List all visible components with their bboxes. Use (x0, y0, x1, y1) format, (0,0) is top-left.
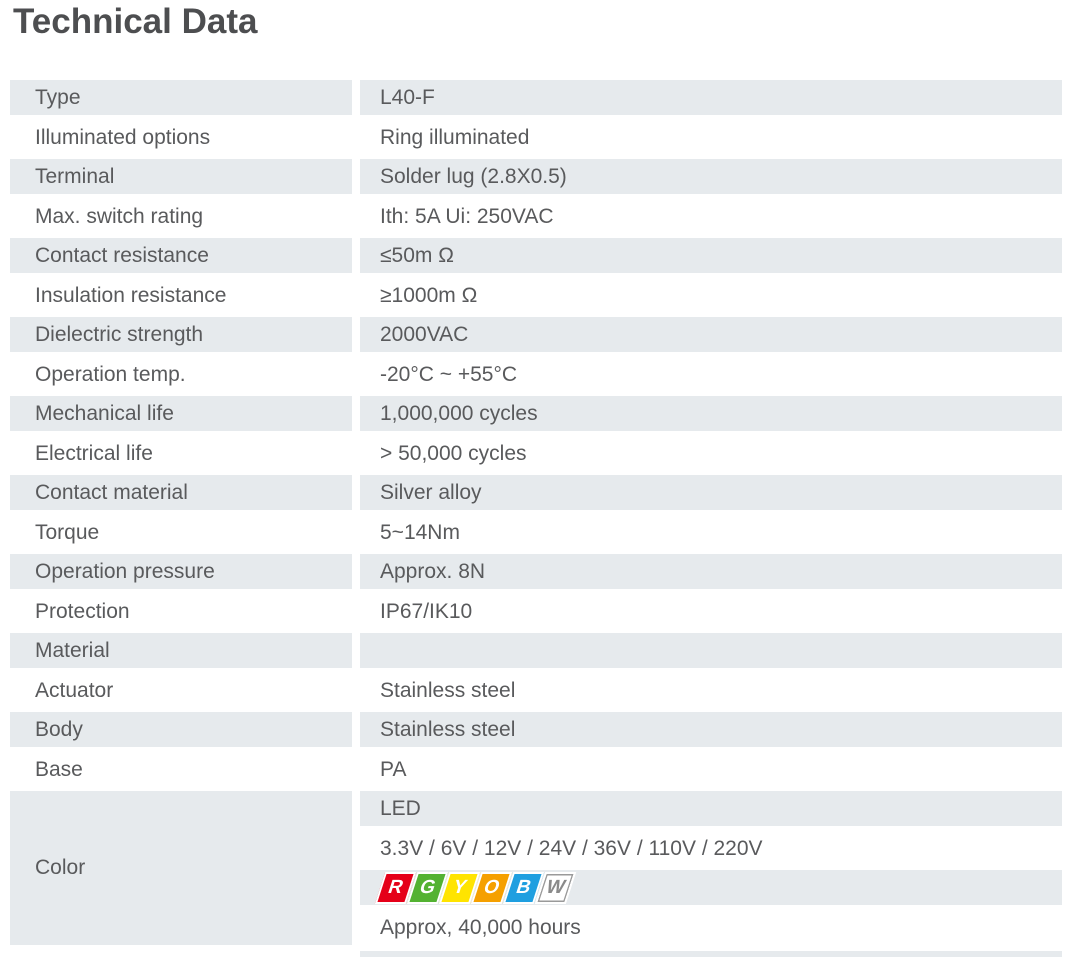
spec-label-cell: Electrical life (10, 436, 352, 471)
spec-row (10, 238, 1062, 273)
spec-label-color: Color (10, 791, 352, 945)
spec-value-led-type: LED (360, 791, 1062, 826)
spec-label-cell: Operation pressure (10, 554, 352, 589)
spec-row (10, 396, 1062, 431)
spec-row (10, 752, 1062, 787)
led-color-badge-red: R (375, 872, 416, 904)
led-color-badge-yellow: Y (439, 872, 480, 904)
spec-label-cell: Contact resistance (10, 238, 352, 273)
spec-label-cell: Protection (10, 594, 352, 629)
spec-value-cell: Approx. 8N (360, 554, 1062, 589)
spec-value-cell: IP67/IK10 (360, 594, 1062, 629)
spec-label-cell: Contact material (10, 475, 352, 510)
spec-row (10, 515, 1062, 550)
led-color-badges (360, 870, 1062, 905)
spec-value-cell: Ring illuminated (360, 120, 1062, 155)
spec-row (10, 436, 1062, 471)
spec-row (10, 475, 1062, 510)
spec-value-cell: 5~14Nm (360, 515, 1062, 550)
spec-row (10, 554, 1062, 589)
spec-row (10, 80, 1062, 115)
cropped-next-row-sliver (360, 951, 1062, 957)
spec-row (10, 633, 1062, 668)
spec-row (10, 357, 1062, 392)
spec-label-cell: Illuminated options (10, 120, 352, 155)
spec-row (10, 317, 1062, 352)
spec-value-cell: Stainless steel (360, 673, 1062, 708)
page-title: Technical Data (13, 2, 258, 41)
spec-value-cell: Ith: 5A Ui: 250VAC (360, 199, 1062, 234)
spec-label-cell: Insulation resistance (10, 278, 352, 313)
spec-label-cell: Operation temp. (10, 357, 352, 392)
spec-value-cell: Stainless steel (360, 712, 1062, 747)
spec-label-cell: Body (10, 712, 352, 747)
technical-data-table (10, 80, 1062, 949)
spec-value-lifetime: Approx, 40,000 hours (360, 910, 1062, 945)
spec-label-cell: Material (10, 633, 352, 668)
led-color-badge-orange: O (471, 872, 512, 904)
spec-value-cell: -20°C ~ +55°C (360, 357, 1062, 392)
led-color-badge-green: G (407, 872, 448, 904)
spec-value-cell: Silver alloy (360, 475, 1062, 510)
spec-label-cell: Terminal (10, 159, 352, 194)
spec-row (10, 199, 1062, 234)
color-spec-subrows (360, 791, 1062, 945)
spec-value-cell: ≥1000m Ω (360, 278, 1062, 313)
spec-row (10, 120, 1062, 155)
spec-value-cell: 1,000,000 cycles (360, 396, 1062, 431)
spec-label-cell: Mechanical life (10, 396, 352, 431)
spec-value-cell: > 50,000 cycles (360, 436, 1062, 471)
spec-row (10, 712, 1062, 747)
spec-value-cell: Solder lug (2.8X0.5) (360, 159, 1062, 194)
spec-row (10, 673, 1062, 708)
spec-row (10, 159, 1062, 194)
spec-value-cell: L40-F (360, 80, 1062, 115)
spec-label-cell: Max. switch rating (10, 199, 352, 234)
spec-value-cell: PA (360, 752, 1062, 787)
color-spec-group (10, 791, 1062, 945)
spec-label-cell: Torque (10, 515, 352, 550)
spec-value-cell: ≤50m Ω (360, 238, 1062, 273)
led-color-badge-blue: B (503, 872, 544, 904)
led-color-badge-white: W (535, 872, 576, 904)
spec-value-cell (360, 633, 1062, 668)
spec-rows (10, 80, 1062, 787)
spec-value-cell: 2000VAC (360, 317, 1062, 352)
spec-row (10, 278, 1062, 313)
spec-row (10, 594, 1062, 629)
spec-label-cell: Base (10, 752, 352, 787)
spec-value-voltages: 3.3V / 6V / 12V / 24V / 36V / 110V / 220V (360, 831, 1062, 866)
spec-label-cell: Actuator (10, 673, 352, 708)
spec-label-cell: Type (10, 80, 352, 115)
spec-label-cell: Dielectric strength (10, 317, 352, 352)
